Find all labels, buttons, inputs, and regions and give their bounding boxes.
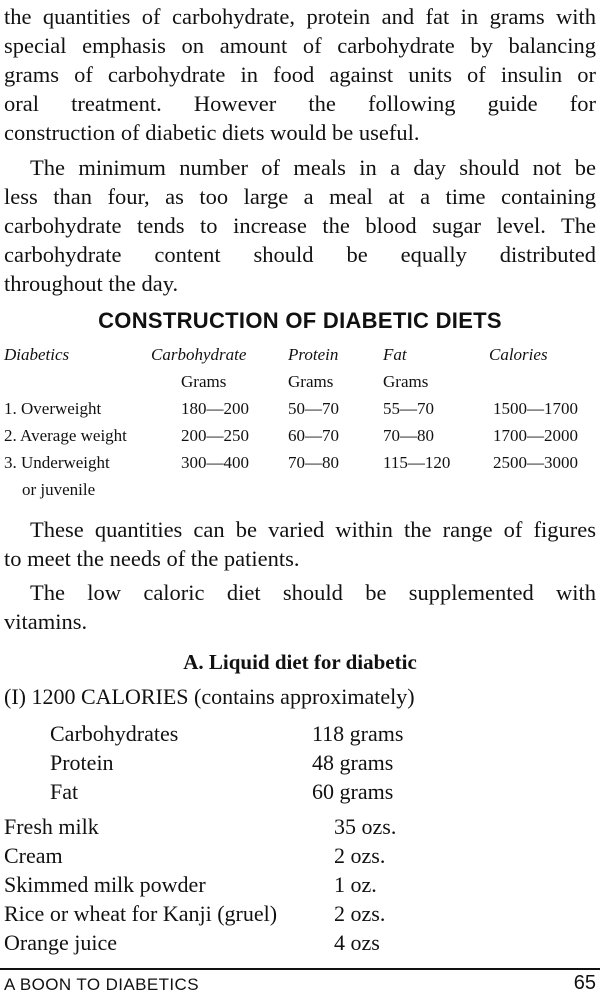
text-line: The minimum number of meals in a day should not be <box>30 155 596 180</box>
table-cell: 2. Average weight <box>4 426 127 445</box>
meals-paragraph <box>4 153 596 298</box>
table-cell: 300—400 <box>181 453 249 472</box>
table-cell: 70—80 <box>288 453 339 472</box>
text-line: vitamins. <box>4 609 88 634</box>
unit-label: Grams <box>383 372 429 391</box>
text-line: carbohydrate tends to increase the blood sugar level. The <box>4 213 596 238</box>
footer-divider <box>0 968 600 970</box>
text-line: construction of diabetic diets would be useful. <box>4 120 420 145</box>
table-cell: 55—70 <box>383 399 434 418</box>
table-cell: 115—120 <box>383 453 451 472</box>
table-cell: 70—80 <box>383 426 434 445</box>
table-cell: 200—250 <box>181 426 249 445</box>
table-cell: 3. Underweight <box>4 453 110 472</box>
vary-paragraph <box>4 515 596 573</box>
text-line: special emphasis on amount of carbohydrate by balancing <box>4 33 596 58</box>
column-header: Carbohydrate <box>151 345 247 364</box>
food-name: Rice or wheat for Kanji (gruel) <box>4 901 278 926</box>
column-header: Protein <box>288 345 339 364</box>
food-name: Orange juice <box>4 930 117 955</box>
food-amount: 2 ozs. <box>334 843 386 868</box>
column-header: Fat <box>383 345 407 364</box>
table-cell: 180—200 <box>181 399 249 418</box>
table-row <box>4 426 600 453</box>
page-number: 65 <box>573 972 596 994</box>
unit-label: Grams <box>181 372 227 391</box>
text-line: to meet the needs of the patients. <box>4 546 300 571</box>
text-line: throughout the day. <box>4 271 179 296</box>
food-amount: 1 oz. <box>334 872 377 897</box>
nutrient-amount: 60 grams <box>312 779 394 804</box>
text-line: the quantities of carbohydrate, protein and fat in grams with <box>4 4 596 29</box>
intro-paragraph <box>4 2 596 147</box>
food-name: Fresh milk <box>4 814 99 839</box>
nutrient-amount: 118 grams <box>312 721 404 746</box>
footer-title: A BOON TO DIABETICS <box>4 975 199 994</box>
column-header: Calories <box>489 345 548 364</box>
nutrient-name: Fat <box>50 779 79 804</box>
table-cell: 1700—2000 <box>493 426 578 445</box>
table-cell: 50—70 <box>288 399 339 418</box>
table-cell: or juvenile <box>22 480 96 499</box>
table-row <box>4 399 600 426</box>
text-line: carbohydrate content should be equally distributed <box>4 242 596 267</box>
section-heading: CONSTRUCTION OF DIABETIC DIETS <box>98 308 502 333</box>
nutrient-amount: 48 grams <box>312 750 394 775</box>
nutrient-name: Carbohydrates <box>50 721 179 746</box>
table-cell: 1500—1700 <box>493 399 578 418</box>
table-row <box>4 453 600 480</box>
text-line: less than four, as too large a meal at a time containing <box>4 184 596 209</box>
text-line: grams of carbohydrate in food against units of insulin or <box>4 62 596 87</box>
food-amount: 2 ozs. <box>334 901 386 926</box>
text-line: These quantities can be varied within the range of figures <box>30 517 596 542</box>
food-amount: 35 ozs. <box>334 814 397 839</box>
food-name: Cream <box>4 843 63 868</box>
text-line: The low caloric diet should be supplemented with <box>30 580 596 605</box>
table-row-continuation <box>4 480 600 507</box>
table-cell: 2500—3000 <box>493 453 578 472</box>
text-line: oral treatment. However the following guide for <box>4 91 596 116</box>
food-name: Skimmed milk powder <box>4 872 206 897</box>
calories-title: (I) 1200 CALORIES (contains approximately) <box>4 684 415 709</box>
column-header: Diabetics <box>4 345 70 364</box>
subheading: A. Liquid diet for diabetic <box>183 650 417 674</box>
nutrient-name: Protein <box>50 750 114 775</box>
food-amount: 4 ozs <box>334 930 380 955</box>
table-cell: 60—70 <box>288 426 339 445</box>
table-header-row <box>4 345 600 372</box>
diet-table <box>4 345 600 507</box>
table-cell: 1. Overweight <box>4 399 102 418</box>
unit-label: Grams <box>288 372 334 391</box>
table-units-row <box>4 372 600 399</box>
lowcal-paragraph <box>4 578 596 636</box>
